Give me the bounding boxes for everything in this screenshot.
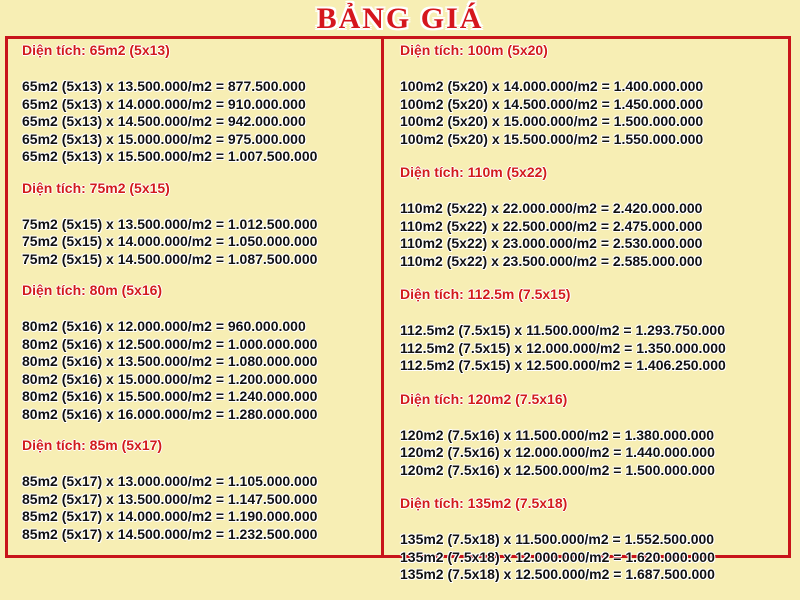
- section-65m2: [22, 42, 317, 166]
- section-heading: Diện tích: 135m2 (7.5x18): [400, 495, 568, 511]
- price-row: 110m2 (5x22) x 22.000.000/m2 = 2.420.000.000: [400, 200, 703, 216]
- section-75m2: [22, 180, 317, 269]
- price-row: 80m2 (5x16) x 15.000.000/m2 = 1.200.000.000: [22, 370, 318, 387]
- section-110m2: [400, 164, 726, 270]
- price-row: 110m2 (5x22) x 23.500.000/m2 = 2.585.000.000: [400, 252, 703, 269]
- section-heading: Diện tích: 80m (5x16): [22, 282, 163, 298]
- price-row: 135m2 (7.5x18) x 11.500.000/m2 = 1.552.500.000: [400, 531, 715, 547]
- price-row: 80m2 (5x16) x 13.500.000/m2 = 1.080.000.000: [22, 353, 318, 369]
- price-row: 65m2 (5x13) x 13.500.000/m2 = 877.500.000: [22, 78, 306, 94]
- section-heading: Diện tích: 100m (5x20): [400, 42, 548, 58]
- price-row: 135m2 (7.5x18) x 12.500.000/m2 = 1.687.500.000: [400, 566, 715, 582]
- price-row: 85m2 (5x17) x 14.500.000/m2 = 1.232.500.000: [22, 525, 318, 542]
- price-row: 75m2 (5x15) x 14.000.000/m2 = 1.050.000.000: [22, 233, 318, 249]
- left-column: [22, 42, 317, 557]
- price-row: 65m2 (5x13) x 15.000.000/m2 = 975.000.000: [22, 130, 306, 147]
- section-heading: Diện tích: 112.5m (7.5x15): [400, 286, 571, 302]
- price-row: 110m2 (5x22) x 22.500.000/m2 = 2.475.000.000: [400, 217, 703, 234]
- price-row: 120m2 (7.5x16) x 11.500.000/m2 = 1.380.000.000: [400, 426, 715, 443]
- price-row: 112.5m2 (7.5x15) x 11.500.000/m2 = 1.293.750.000: [400, 322, 726, 338]
- section-120m2: [400, 391, 726, 480]
- price-row: 80m2 (5x16) x 12.500.000/m2 = 1.000.000.000: [22, 335, 318, 352]
- price-row: 112.5m2 (7.5x15) x 12.000.000/m2 = 1.350.000.000: [400, 339, 726, 356]
- price-row: 120m2 (7.5x16) x 12.000.000/m2 = 1.440.000.000: [400, 444, 715, 460]
- price-row: 100m2 (5x20) x 14.500.000/m2 = 1.450.000.000: [400, 95, 704, 112]
- price-row: 85m2 (5x17) x 14.000.000/m2 = 1.190.000.000: [22, 508, 318, 524]
- price-row: 110m2 (5x22) x 23.000.000/m2 = 2.530.000.000: [400, 235, 703, 251]
- price-row: 75m2 (5x15) x 14.500.000/m2 = 1.087.500.000: [22, 250, 318, 267]
- section-80m2: [22, 282, 317, 423]
- price-row: 65m2 (5x13) x 14.000.000/m2 = 910.000.000: [22, 95, 306, 112]
- section-heading: Diện tích: 120m2 (7.5x16): [400, 390, 568, 407]
- section-heading: Diện tích: 65m2 (5x13): [22, 42, 170, 58]
- section-heading: Diện tích: 110m (5x22): [400, 164, 548, 180]
- page-title: BẢNG GIÁ: [316, 2, 484, 35]
- right-column: [400, 42, 726, 600]
- section-112-5m2: [400, 286, 726, 375]
- section-heading: Diện tích: 75m2 (5x15): [22, 179, 170, 196]
- price-row: 80m2 (5x16) x 15.500.000/m2 = 1.240.000.000: [22, 388, 318, 404]
- section-135m2: [400, 495, 726, 584]
- price-row: 100m2 (5x20) x 15.500.000/m2 = 1.550.000.000: [400, 130, 704, 147]
- price-row: 85m2 (5x17) x 13.000.000/m2 = 1.105.000.000: [22, 473, 318, 489]
- price-row: 112.5m2 (7.5x15) x 12.500.000/m2 = 1.406.250.000: [400, 357, 726, 373]
- price-row: 75m2 (5x15) x 13.500.000/m2 = 1.012.500.000: [22, 215, 318, 232]
- price-row: 100m2 (5x20) x 14.000.000/m2 = 1.400.000.000: [400, 78, 704, 94]
- section-heading: Diện tích: 85m (5x17): [22, 437, 163, 453]
- price-row: 100m2 (5x20) x 15.000.000/m2 = 1.500.000.000: [400, 113, 704, 129]
- price-row: 80m2 (5x16) x 12.000.000/m2 = 960.000.000: [22, 318, 306, 334]
- price-row: 85m2 (5x17) x 13.500.000/m2 = 1.147.500.000: [22, 490, 318, 507]
- price-row: 80m2 (5x16) x 16.000.000/m2 = 1.280.000.000: [22, 405, 318, 422]
- section-85m2: [22, 437, 317, 543]
- price-row: 120m2 (7.5x16) x 12.500.000/m2 = 1.500.000.000: [400, 461, 715, 478]
- column-divider: [381, 36, 384, 558]
- price-row: 65m2 (5x13) x 15.500.000/m2 = 1.007.500.000: [22, 148, 318, 164]
- price-row: 135m2 (7.5x18) x 12.000.000/m2 = 1.620.000.000: [400, 548, 715, 565]
- section-100m2: [400, 42, 726, 148]
- price-row: 65m2 (5x13) x 14.500.000/m2 = 942.000.000: [22, 113, 306, 129]
